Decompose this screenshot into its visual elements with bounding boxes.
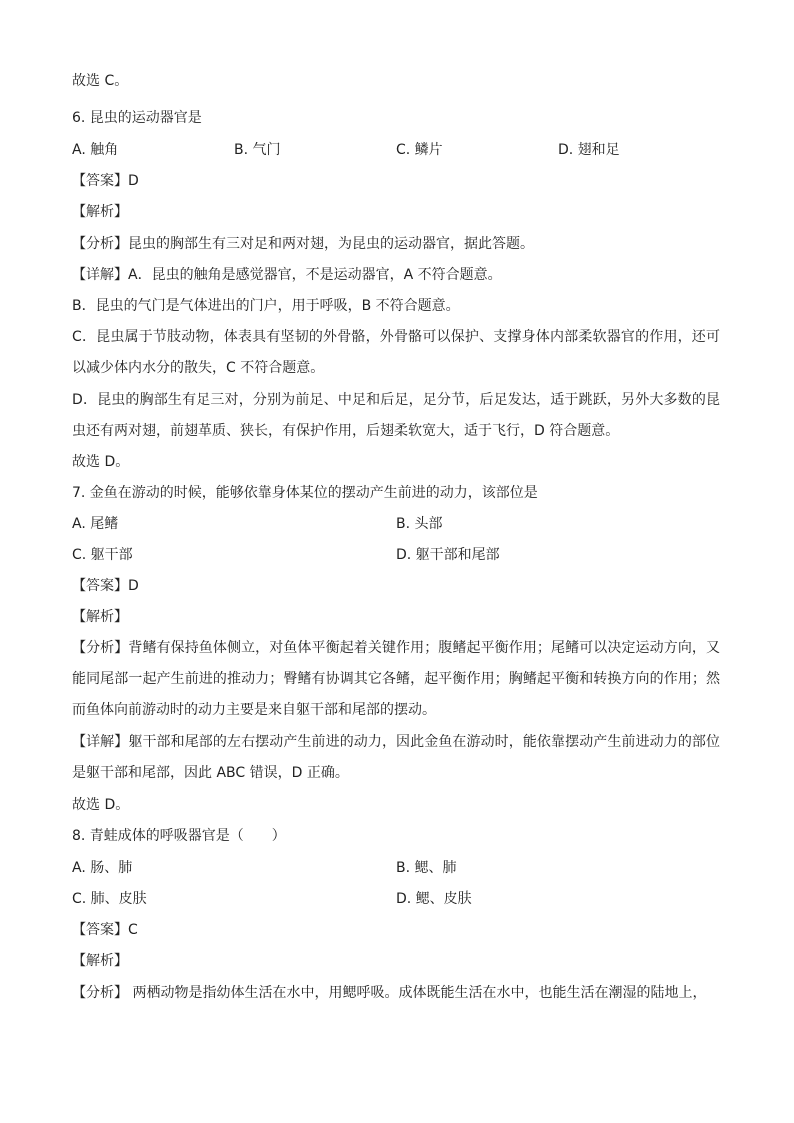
question-7-stem: 7. 金鱼在游动的时候，能够依靠身体某位的摆动产生前进的动力，该部位是	[72, 485, 538, 501]
q8-fenxi: 【分析】 两栖动物是指幼体生活在水中，用鳃呼吸。成体既能生活在水中，也能生活在潮湿的陆地上，	[72, 985, 707, 1001]
question-6-stem: 6. 昆虫的运动器官是	[72, 110, 202, 126]
q7-analysis-label: 【解析】	[72, 609, 128, 625]
q6-xiangjie-a: 【详解】A．昆虫的触角是感觉器官，不是运动器官，A 不符合题意。	[72, 267, 502, 283]
q6-conclusion: 故选 D。	[72, 454, 130, 470]
q7-conclusion: 故选 D。	[72, 797, 130, 813]
q7-option-a: A. 尾鳍	[72, 516, 119, 532]
q8-option-d: D. 鳃、皮肤	[396, 891, 472, 907]
q7-fenxi: 【分析】背鳍有保持鱼体侧立，对鱼体平衡起着关键作用；腹鳍起平衡作用；尾鳍可以决定运动方向，又能同尾部一起产生前进的推动力；臀鳍有协调其它各鳍，起平衡作用；胸鳍起平衡和转换方向的作用；然而鱼体向前游动时的动力主要是来自躯干部和尾部的摆动。	[72, 640, 720, 718]
q7-xiangjie: 【详解】躯干部和尾部的左右摆动产生前进的动力，因此金鱼在游动时，能依靠摆动产生前进动力的部位是躯干部和尾部，因此 ABC 错误，D 正确。	[72, 734, 720, 781]
q6-option-b: B. 气门	[234, 142, 281, 158]
q7-option-c: C. 躯干部	[72, 547, 133, 563]
q7-option-b: B. 头部	[396, 516, 443, 532]
q6-option-c: C. 鳞片	[396, 142, 443, 158]
q6-fenxi: 【分析】昆虫的胸部生有三对足和两对翅，为昆虫的运动器官，据此答题。	[72, 236, 534, 252]
question-8-stem: 8. 青蛙成体的呼吸器官是（ ）	[72, 828, 286, 844]
q6-xiangjie-c: C．昆虫属于节肢动物，体表具有坚韧的外骨骼，外骨骼可以保护、支撑身体内部柔软器官的作用，还可以减少体内水分的散失，C 不符合题意。	[72, 329, 720, 376]
q6-option-a: A. 触角	[72, 142, 119, 158]
q8-analysis-label: 【解析】	[72, 953, 128, 969]
conclusion-q5: 故选 C。	[72, 73, 129, 89]
q8-answer: 【答案】C	[72, 922, 138, 938]
q8-option-c: C. 肺、皮肤	[72, 891, 147, 907]
q6-xiangjie-b: B．昆虫的气门是气体进出的门户，用于呼吸，B 不符合题意。	[72, 298, 460, 314]
q6-answer: 【答案】D	[72, 173, 139, 189]
q8-option-b: B. 鳃、肺	[396, 860, 457, 876]
q6-option-d: D. 翅和足	[558, 142, 620, 158]
q6-xiangjie-d: D．昆虫的胸部生有足三对，分别为前足、中足和后足，足分节，后足发达，适于跳跃，另外大多数的昆虫还有两对翅，前翅革质、狭长，有保护作用，后翅柔软宽大，适于飞行，D 符合题意。	[72, 392, 720, 439]
q7-answer: 【答案】D	[72, 578, 139, 594]
q8-option-a: A. 肠、肺	[72, 860, 133, 876]
q6-analysis-label: 【解析】	[72, 204, 128, 220]
q7-option-d: D. 躯干部和尾部	[396, 547, 500, 563]
